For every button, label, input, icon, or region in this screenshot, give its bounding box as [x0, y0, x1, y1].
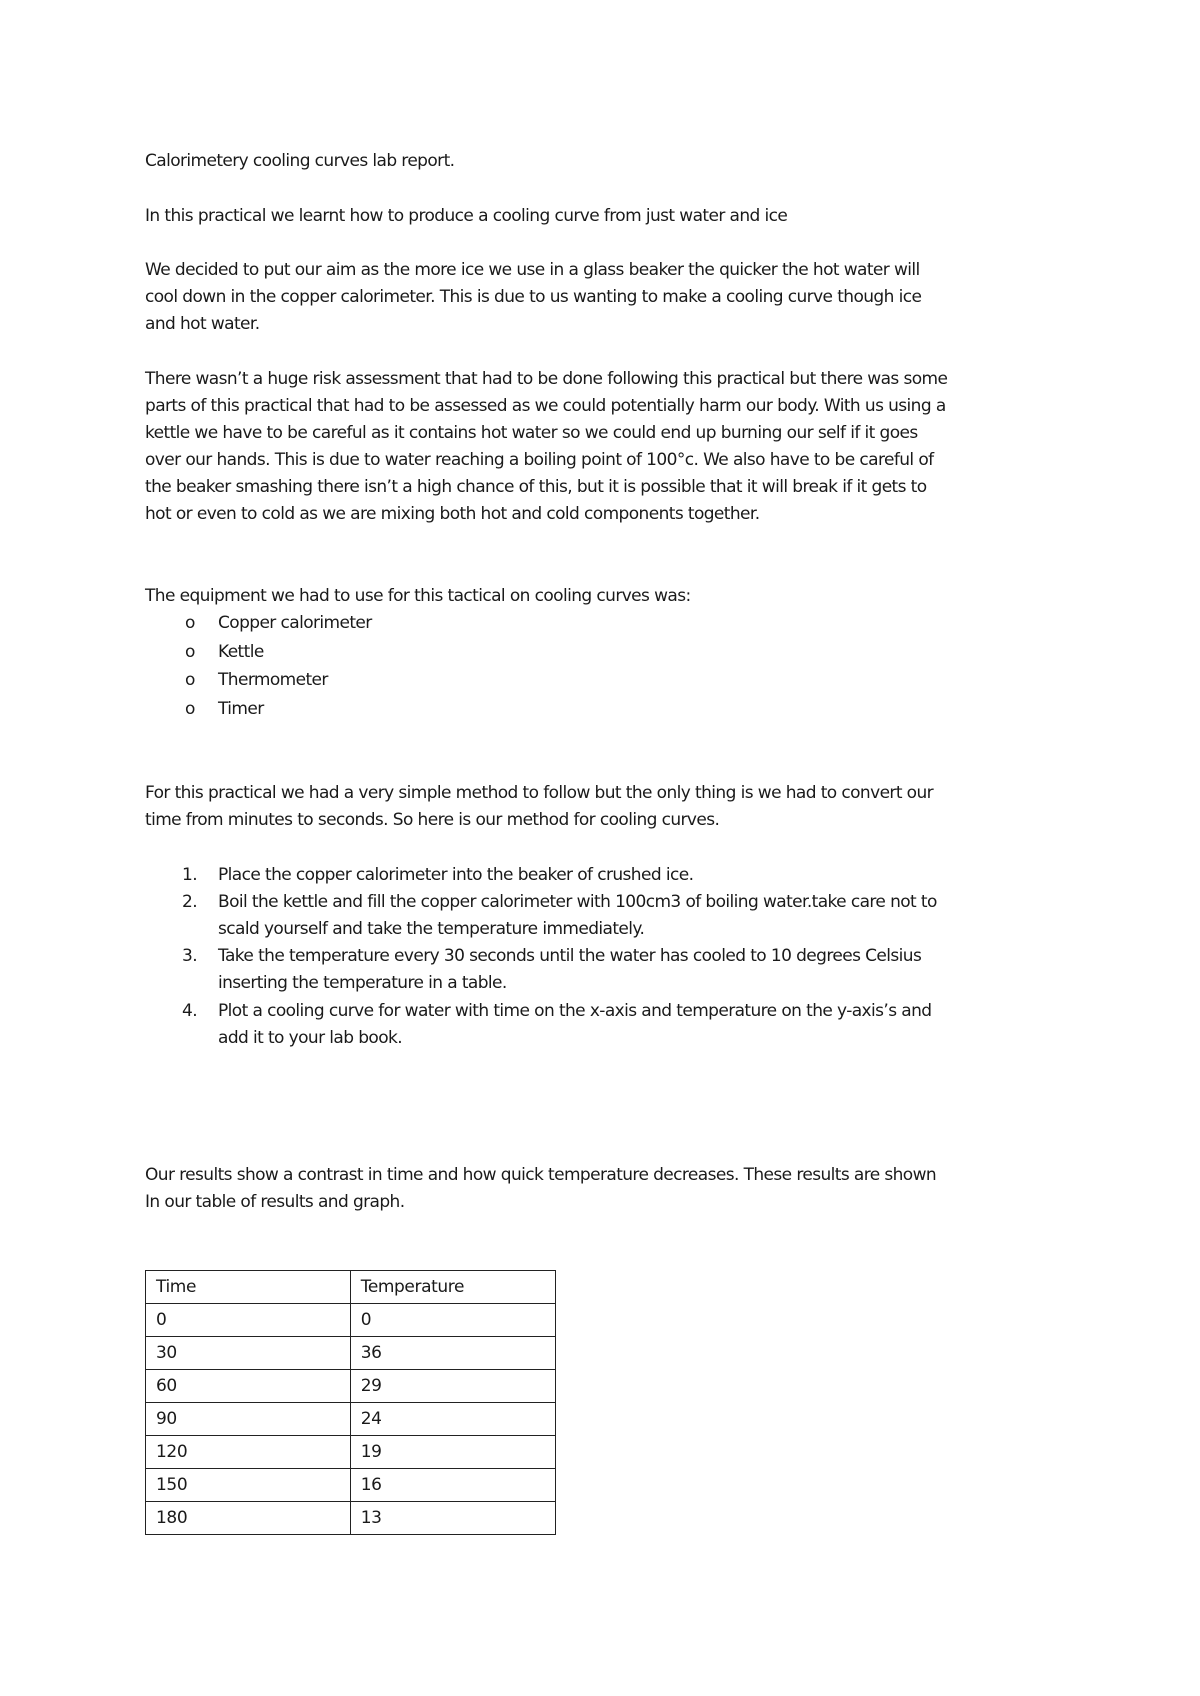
document-title: Calorimetery cooling curves lab report.: [145, 151, 455, 171]
bullet-marker: o: [185, 642, 195, 662]
results-intro-line: In our table of results and graph.: [145, 1192, 405, 1212]
method-intro-line: For this practical we had a very simple method to follow but the only thing is we had to convert our: [145, 783, 934, 803]
equipment-item-label: Thermometer: [218, 670, 328, 690]
table-row: [146, 1304, 556, 1337]
step-text: inserting the temperature in a table.: [218, 973, 507, 993]
cell-time: 0: [146, 1304, 351, 1337]
risk-line: the beaker smashing there isn’t a high chance of this, but it is possible that it will break if it gets to: [145, 477, 927, 497]
method-intro-line: time from minutes to seconds. So here is our method for cooling curves.: [145, 810, 720, 830]
cell-temperature: 16: [350, 1469, 555, 1502]
cell-temperature: 0: [350, 1304, 555, 1337]
aim-line: cool down in the copper calorimeter. This is due to us wanting to make a cooling curve though ice: [145, 287, 922, 307]
table-row: [146, 1502, 556, 1535]
equipment-item-label: Copper calorimeter: [218, 613, 372, 633]
step-text: Take the temperature every 30 seconds until the water has cooled to 10 degrees Celsius: [218, 946, 922, 966]
equipment-item-label: Kettle: [218, 642, 264, 662]
table-row: [146, 1370, 556, 1403]
cell-time: 90: [146, 1403, 351, 1436]
cell-temperature: 29: [350, 1370, 555, 1403]
cell-time: 120: [146, 1436, 351, 1469]
results-intro-line: Our results show a contrast in time and how quick temperature decreases. These results are shown: [145, 1165, 937, 1185]
table-row: [146, 1469, 556, 1502]
step-text: Boil the kettle and fill the copper calorimeter with 100cm3 of boiling water.take care not to: [218, 892, 937, 912]
step-text: Plot a cooling curve for water with time on the x-axis and temperature on the y-axis’s and: [218, 1001, 932, 1021]
risk-line: hot or even to cold as we are mixing both hot and cold components together.: [145, 504, 760, 524]
cell-temperature: 13: [350, 1502, 555, 1535]
table-header-row: [146, 1271, 556, 1304]
cell-temperature: 36: [350, 1337, 555, 1370]
risk-line: parts of this practical that had to be assessed as we could potentially harm our body. With us using a: [145, 396, 946, 416]
equipment-item-label: Timer: [218, 699, 264, 719]
cell-time: 30: [146, 1337, 351, 1370]
bullet-marker: o: [185, 699, 195, 719]
risk-line: kettle we have to be careful as it contains hot water so we could end up burning our self if it goes: [145, 423, 918, 443]
cell-time: 180: [146, 1502, 351, 1535]
table-row: [146, 1403, 556, 1436]
risk-line: There wasn’t a huge risk assessment that had to be done following this practical but there was some: [145, 369, 948, 389]
step-text: add it to your lab book.: [218, 1028, 403, 1048]
equipment-intro: The equipment we had to use for this tactical on cooling curves was:: [145, 586, 691, 606]
aim-line: and hot water.: [145, 314, 260, 334]
column-header-temperature: Temperature: [350, 1271, 555, 1304]
step-text: scald yourself and take the temperature immediately.: [218, 919, 645, 939]
step-number: 3.: [182, 946, 198, 966]
cell-time: 150: [146, 1469, 351, 1502]
cell-temperature: 24: [350, 1403, 555, 1436]
risk-line: over our hands. This is due to water reaching a boiling point of 100°c. We also have to be careful of: [145, 450, 934, 470]
step-number: 1.: [182, 865, 198, 885]
aim-line: We decided to put our aim as the more ice we use in a glass beaker the quicker the hot water will: [145, 260, 920, 280]
step-text: Place the copper calorimeter into the beaker of crushed ice.: [218, 865, 694, 885]
intro-paragraph: In this practical we learnt how to produce a cooling curve from just water and ice: [145, 206, 788, 226]
results-table: [145, 1270, 556, 1535]
bullet-marker: o: [185, 613, 195, 633]
bullet-marker: o: [185, 670, 195, 690]
table-row: [146, 1436, 556, 1469]
cell-temperature: 19: [350, 1436, 555, 1469]
table-row: [146, 1337, 556, 1370]
step-number: 2.: [182, 892, 198, 912]
cell-time: 60: [146, 1370, 351, 1403]
step-number: 4.: [182, 1001, 198, 1021]
column-header-time: Time: [146, 1271, 351, 1304]
